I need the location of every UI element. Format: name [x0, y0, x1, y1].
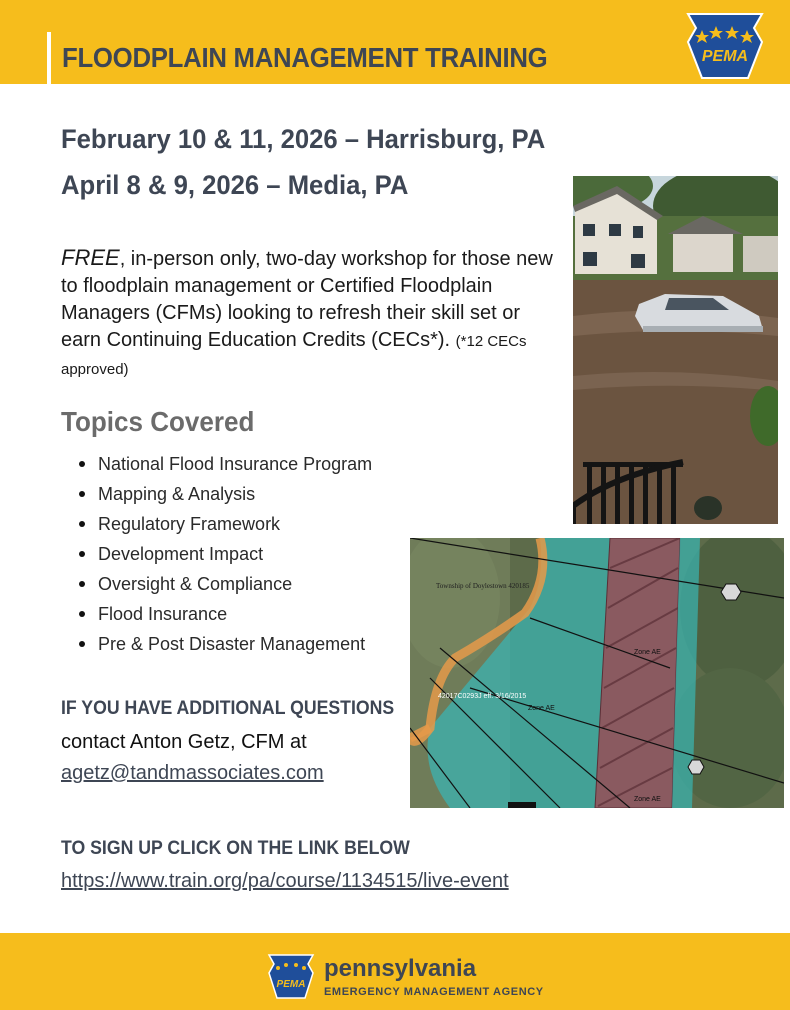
registration-link[interactable]: https://www.train.org/pa/course/1134515/live-event: [61, 870, 509, 892]
topic-label: Pre & Post Disaster Management: [98, 634, 366, 654]
bullet-icon: [79, 461, 85, 467]
signup-heading: TO SIGN UP CLICK ON THE LINK BELOW: [61, 838, 410, 859]
topic-label: Development Impact: [98, 544, 264, 564]
pema-footer-logo: [266, 952, 316, 1000]
footer-logo-text: PEMA: [276, 979, 306, 990]
list-item: [77, 542, 372, 572]
questions-heading: IF YOU HAVE ADDITIONAL QUESTIONS: [61, 698, 395, 719]
bullet-icon: [79, 521, 85, 527]
map-zone-label: Zone AE: [528, 705, 555, 712]
bullet-icon: [79, 491, 85, 497]
bullet-icon: [79, 611, 85, 617]
workshop-description: [61, 244, 561, 383]
flood-zone-map: [410, 538, 784, 808]
footer-state-name: pennsylvania: [324, 955, 477, 982]
topic-label: Flood Insurance: [98, 604, 228, 624]
contact-email-link[interactable]: agetz@tandmassociates.com: [61, 762, 324, 784]
map-zone-label: Zone AE: [634, 796, 661, 803]
topic-label: Regulatory Framework: [98, 514, 281, 534]
topics-heading: Topics Covered: [61, 406, 255, 437]
bullet-icon: [79, 641, 85, 647]
list-item: [77, 482, 372, 512]
map-panel-label: 42017C0293J eff. 3/16/2015: [438, 693, 527, 700]
event-date-harrisburg: February 10 & 11, 2026 – Harrisburg, PA: [61, 124, 546, 154]
event-date-media: April 8 & 9, 2026 – Media, PA: [61, 170, 409, 200]
flood-photo: [573, 176, 778, 524]
page-title: FLOODPLAIN MANAGEMENT TRAINING: [62, 42, 548, 73]
contact-text: contact Anton Getz, CFM at: [61, 731, 307, 753]
bullet-icon: [79, 551, 85, 557]
header-accent-bar: [47, 32, 51, 84]
list-item: [77, 632, 372, 662]
topic-label: Mapping & Analysis: [98, 484, 256, 504]
list-item: [77, 512, 372, 542]
pema-logo-text: PEMA: [701, 48, 749, 65]
topics-list: [77, 452, 372, 662]
footer-agency-name: EMERGENCY MANAGEMENT AGENCY: [324, 986, 544, 998]
map-township-label: Township of Doylestown 420185: [436, 582, 530, 590]
cec-note: (*12 CECs approved): [61, 333, 527, 378]
topic-label: Oversight & Compliance: [98, 574, 293, 594]
bullet-icon: [79, 581, 85, 587]
topic-label: National Flood Insurance Program: [98, 454, 373, 474]
map-zone-label: Zone AE: [634, 649, 661, 656]
list-item: [77, 602, 372, 632]
pema-keystone-logo: [682, 8, 768, 80]
list-item: [77, 572, 372, 602]
list-item: [77, 452, 372, 482]
free-label: FREE: [61, 245, 120, 270]
description-text: , in-person only, two-day workshop for those new to floodplain management or Certified Floodplain Managers (CFMs) looking to refresh their skill set or earn Continuing Education Credits (CECs*).: [61, 248, 553, 351]
